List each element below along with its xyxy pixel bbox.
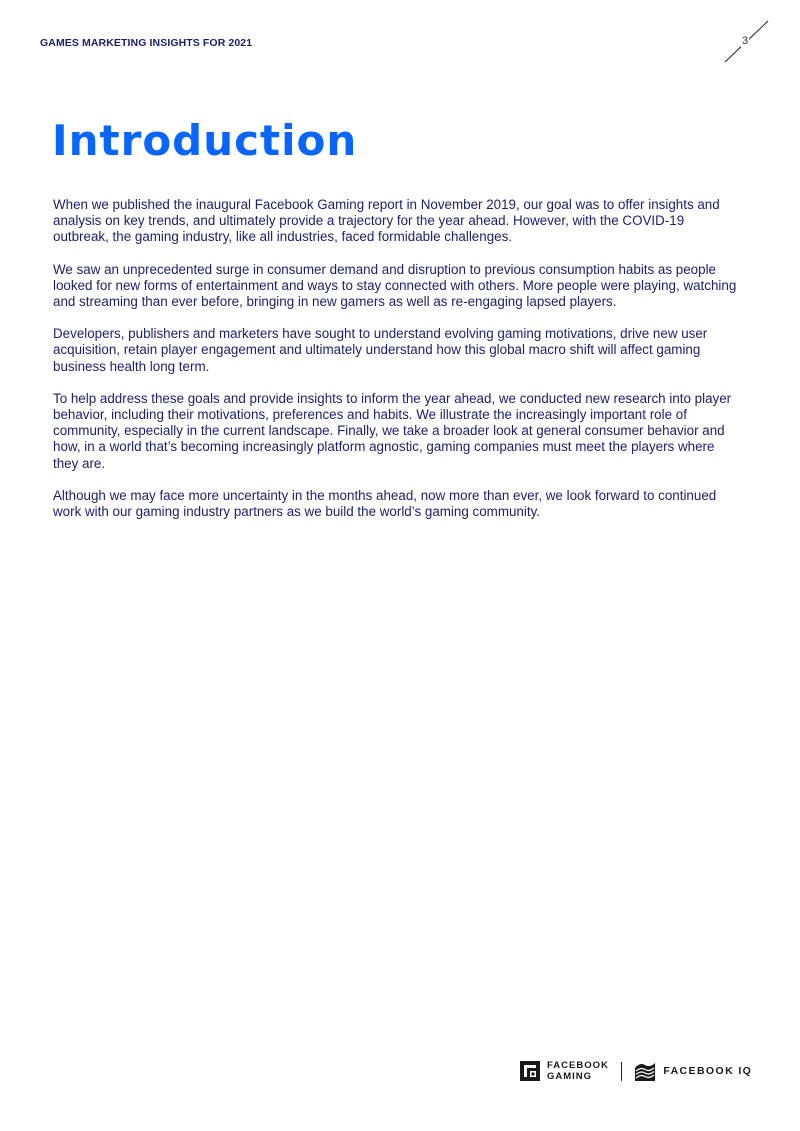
intro-paragraph-3: Developers, publishers and marketers have sought to understand evolving gaming motivations, drive new user acquisition, retain player engagement and ultimately understand how this global macro shift will affect gaming business health long term. <box>53 326 708 374</box>
facebook-iq-logo <box>635 1062 752 1081</box>
page-number-marker <box>722 20 770 64</box>
gaming-logo-line1: FACEBOOK <box>547 1060 609 1071</box>
intro-paragraph-4: To help address these goals and provide insights to inform the year ahead, we conducted new research into player behavior, including their motivations, preferences and habits. We illustrate the increasingly important role of community, especially in the current landscape. Finally, we take a broader look at general consumer behavior and how, in a world that’s becoming increasingly platform agnostic, gaming companies must meet the players where they are. <box>53 390 732 471</box>
gaming-logo-line2: GAMING <box>547 1071 593 1082</box>
intro-paragraph-5: Although we may face more uncertainty in the months ahead, now more than ever, we look forward to continued work with our gaming industry partners as we build the world’s gaming community. <box>53 487 717 520</box>
footer-logos <box>520 1058 752 1084</box>
iq-logo-text: FACEBOOK IQ <box>663 1065 753 1077</box>
page-title: Introduction <box>52 116 358 165</box>
intro-body <box>53 197 743 536</box>
logo-divider <box>621 1062 623 1081</box>
page-number: 3 <box>742 35 749 47</box>
facebook-iq-logo-icon <box>635 1062 655 1081</box>
facebook-gaming-logo-icon <box>520 1061 540 1081</box>
report-header-title: GAMES MARKETING INSIGHTS FOR 2021 <box>40 37 253 49</box>
intro-paragraph-1: When we published the inaugural Facebook Gaming report in November 2019, our goal was to offer insights and analysis on key trends, and ultimately provide a trajectory for the year ahead. However, with the COVID-19 outbreak, the gaming industry, like all industries, faced formidable challenges. <box>53 197 720 245</box>
facebook-gaming-logo <box>520 1060 609 1082</box>
intro-paragraph-2: We saw an unprecedented surge in consumer demand and disruption to previous consumption habits as people looked for new forms of entertainment and ways to stay connected with others. More people were playing, watching and streaming than ever before, bringing in new gamers as well as re-engaging lapsed players. <box>53 261 737 310</box>
